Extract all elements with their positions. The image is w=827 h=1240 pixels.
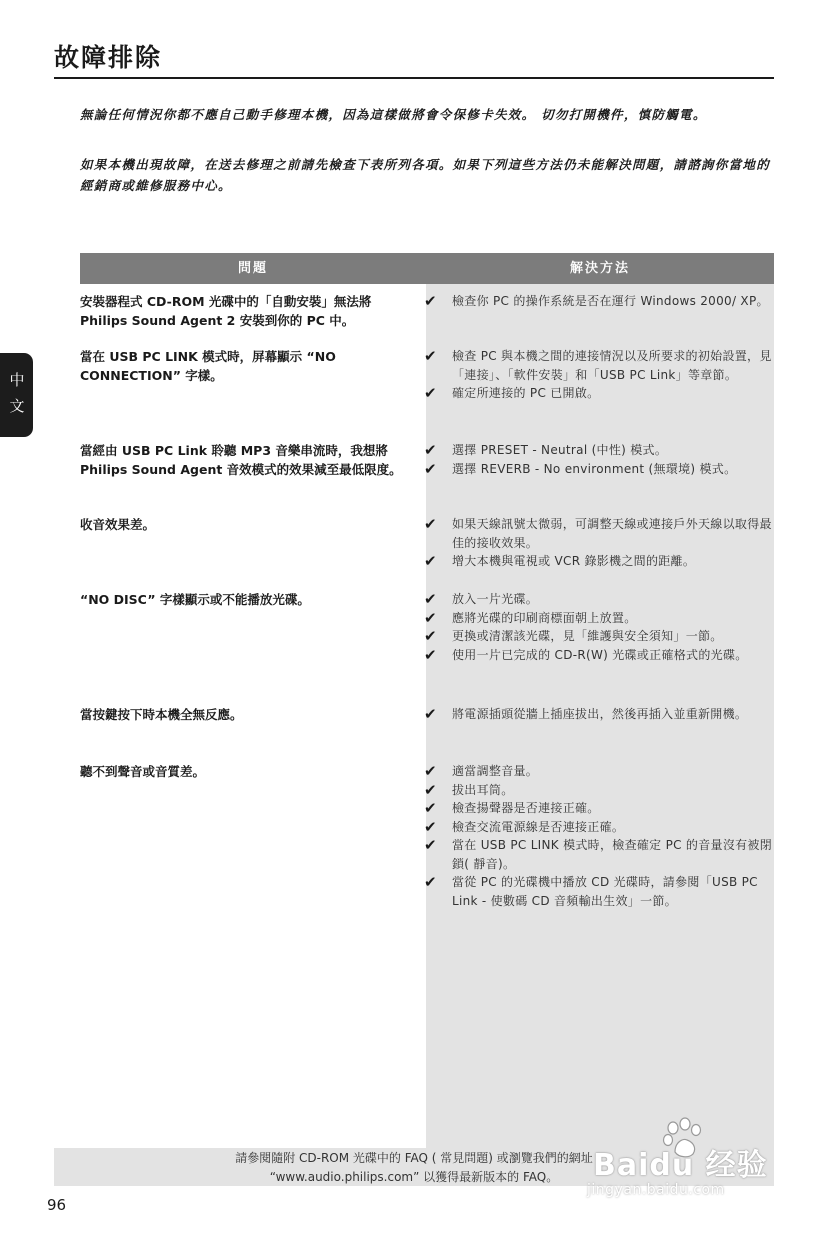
check-icon: ✔ [424, 836, 437, 854]
solution-text: 檢查揚聲器是否連接正確。 [452, 801, 600, 815]
check-icon: ✔ [424, 552, 437, 570]
problem-text: “NO DISC” 字樣顯示或不能播放光碟。 [80, 592, 310, 607]
solution-list [424, 705, 774, 724]
solution-list [424, 292, 774, 311]
problem-text: 當在 USB PC LINK 模式時，屏幕顯示 “NO CONNECTION” 字樣。 [80, 349, 336, 383]
solution-text: 檢查交流電源線是否連接正確。 [452, 819, 625, 834]
watermark-url: jingyan.baidu.com [587, 1182, 725, 1198]
solution-list [424, 762, 774, 910]
solution-text: 使用一片已完成的 CD-R(W) 光碟或正確格式的光碟。 [452, 647, 748, 662]
title-divider [54, 77, 774, 79]
check-icon: ✔ [424, 384, 437, 402]
solution-text: 將電源插頭從牆上插座拔出，然後再插入並重新開機。 [452, 707, 748, 721]
solution-item [424, 384, 774, 403]
solution-list [424, 347, 774, 403]
solution-text: 確定所連接的 PC 已開啟。 [452, 386, 600, 400]
check-icon: ✔ [424, 780, 437, 799]
solution-item [424, 762, 774, 781]
solution-item [424, 552, 774, 571]
baidu-watermark [585, 1112, 785, 1202]
solution-text: 如果天線訊號太微弱，可調整天線或連接戶外天線以取得最佳的接收效果。 [452, 517, 772, 550]
problem-text: 聽不到聲音或音質差。 [80, 764, 206, 779]
solution-item [424, 590, 774, 609]
solution-item [424, 705, 774, 724]
solution-text: 增大本機與電視或 VCR 錄影機之間的距離。 [452, 554, 696, 568]
solution-item [424, 347, 774, 384]
solution-item [424, 460, 774, 479]
solution-text: 檢查你 PC 的操作系統是否在運行 Windows 2000/ XP。 [452, 294, 769, 308]
instruction-paragraph: 如果本機出現故障，在送去修理之前請先檢查下表所列各項。如果下列這些方法仍未能解決問題，請諮詢你當地的經銷商或維修服務中心。 [80, 157, 771, 193]
solution-text: 當在 USB PC LINK 模式時，檢查確定 PC 的音量沒有被閉鎖( 靜音)。 [452, 838, 773, 871]
watermark-text: Baidu 经验 [593, 1148, 768, 1183]
solution-item [424, 441, 774, 460]
header-solution: 解決方法 [569, 261, 630, 276]
solution-item [424, 646, 774, 665]
solution-item [424, 515, 774, 552]
check-icon: ✔ [424, 347, 437, 365]
check-icon: ✔ [424, 515, 437, 533]
footer-note-line-2: “www.audio.philips.com” 以獲得最新版本的 FAQ。 [269, 1170, 559, 1184]
check-icon: ✔ [424, 459, 437, 478]
check-icon: ✔ [424, 627, 437, 645]
check-icon: ✔ [424, 799, 437, 817]
solution-text: 選擇 REVERB - No environment (無環境) 模式。 [452, 461, 737, 476]
table-header [80, 253, 774, 284]
solution-list [424, 590, 774, 664]
solution-text: 拔出耳筒。 [452, 782, 514, 797]
page-title: 故障排除 [54, 43, 163, 72]
check-icon: ✔ [424, 873, 437, 891]
check-icon: ✔ [424, 705, 437, 723]
check-icon: ✔ [424, 590, 437, 608]
problem-text: 收音效果差。 [80, 517, 156, 532]
problem-text: 當經由 USB PC Link 聆聽 MP3 音樂串流時，我想將 Philips Sound Agent 音效模式的效果減至最低限度。 [80, 443, 402, 477]
solution-item [424, 799, 774, 818]
check-icon: ✔ [424, 441, 437, 459]
problem-text: 當按鍵按下時本機全無反應。 [80, 707, 243, 722]
language-tab-label: 中文 [9, 371, 25, 415]
check-icon: ✔ [424, 608, 437, 627]
solution-text: 檢查 PC 與本機之間的連接情況以及所要求的初始設置，見「連接」、「軟件安裝」和「USB PC Link」等章節。 [452, 349, 772, 382]
footer-note-line-1: 請參閱隨附 CD-ROM 光碟中的 FAQ ( 常見問題) 或瀏覽我們的網址 [235, 1151, 593, 1165]
problem-text: 安裝器程式 CD-ROM 光碟中的「自動安裝」無法將 Philips Sound Agent 2 安裝到你的 PC 中。 [80, 294, 372, 328]
check-icon: ✔ [424, 817, 437, 836]
solution-item [424, 609, 774, 628]
header-problem: 問題 [237, 261, 268, 276]
solution-item [424, 292, 774, 311]
solution-list [424, 441, 774, 478]
solution-text: 適當調整音量。 [452, 764, 539, 778]
solution-item [424, 627, 774, 646]
solution-item [424, 818, 774, 837]
language-tab [0, 353, 33, 437]
warning-paragraph: 無論任何情況你都不應自己動手修理本機，因為這樣做將會令保修卡失效。 切勿打開機件，慎防觸電。 [80, 107, 707, 122]
solution-item [424, 873, 774, 910]
page-number: 96 [47, 1196, 67, 1214]
check-icon: ✔ [424, 292, 437, 310]
solution-text: 當從 PC 的光碟機中播放 CD 光碟時，請參閱「USB PC Link - 使數碼 CD 音頻輸出生效」一節。 [452, 875, 758, 908]
solution-text: 應將光碟的印刷商標面朝上放置。 [452, 610, 637, 625]
check-icon: ✔ [424, 645, 437, 664]
solution-list [424, 515, 774, 571]
solution-item [424, 781, 774, 800]
solution-text: 放入一片光碟。 [452, 592, 539, 606]
solution-text: 選擇 PRESET - Neutral (中性) 模式。 [452, 443, 668, 457]
solution-item [424, 836, 774, 873]
solution-text: 更換或清潔該光碟，見「維護與安全須知」一節。 [452, 629, 723, 643]
check-icon: ✔ [424, 762, 437, 780]
